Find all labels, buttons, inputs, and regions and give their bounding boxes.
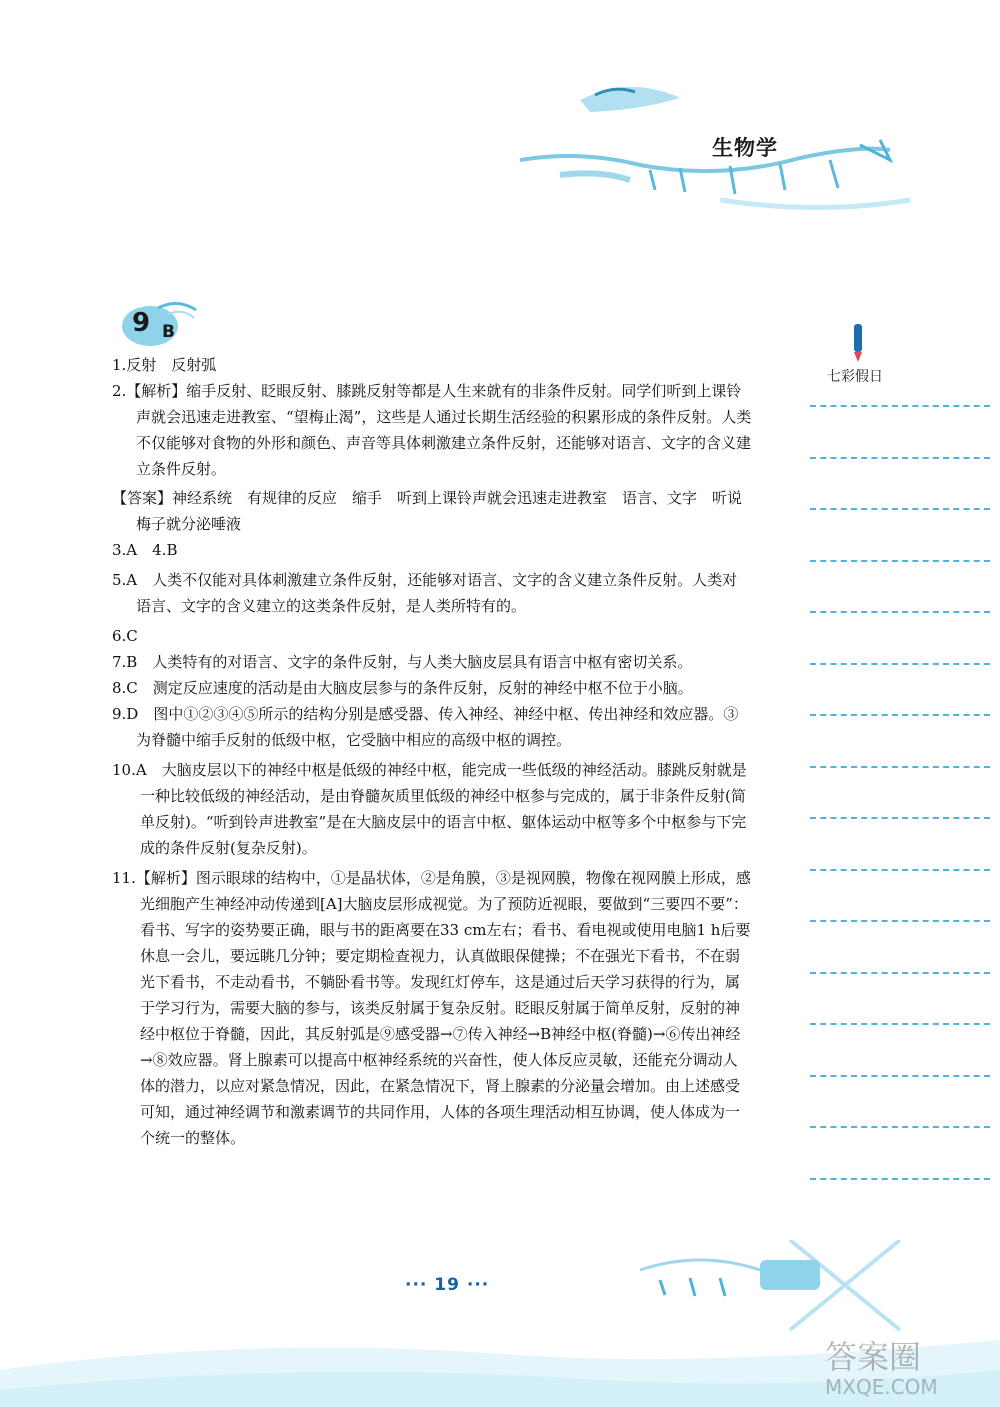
answer-item: 8.C 测定反应速度的活动是由大脑皮层参与的条件反射，反射的神经中枢不位于小脑。 [112,679,693,697]
answer-item: 6.C [112,627,138,645]
note-line [810,869,990,871]
sidebar-label: 七彩假日 [827,369,883,385]
answer-item: 1.反射 反射弧 [112,356,217,374]
subject-title: 生物学 [712,136,778,160]
note-line [810,1126,990,1128]
section-letter: B [162,322,175,342]
watermark-url: MXQE.COM [825,1375,938,1399]
answer-item: 10.A 大脑皮层以下的神经中枢是低级的神经中枢，能完成一些低级的神经活动。膝跳反射就是一种比较低级的神经活动，是由脊髓灰质里低级的神经中枢参与完成的，属于非条件反射(简单反射)。“听到铃声进教室”是在大脑皮层中的语言中枢、躯体运动中枢等多个中枢参与下完成的条件反射(复杂反射)。 [112,761,747,857]
pen-icon [846,322,870,364]
section-number: 9 [132,308,151,338]
note-line [810,972,990,974]
note-line [810,1075,990,1077]
note-line [810,817,990,819]
note-line [810,766,990,768]
answer-item: 9.D 图中①②③④⑤所示的结构分别是感受器、传入神经、神经中枢、传出神经和效应器。③为脊髓中缩手反射的低级中枢，它受脑中相应的高级中枢的调控。 [112,705,739,749]
answer-content [112,352,752,1151]
answer-item: 7.B 人类特有的对语言、文字的条件反射，与人类大脑皮层具有语言中枢有密切关系。 [112,653,693,671]
note-line [810,920,990,922]
watermark-text: 答案圈 [825,1338,922,1376]
answer-item: 【答案】神经系统 有规律的反应 缩手 听到上课铃声就会迅速走进教室 语言、文字 听说梅子就分泌唾液 [112,489,743,533]
answer-item: 2.【解析】缩手反射、眨眼反射、膝跳反射等都是人生来就有的非条件反射。同学们听到上课铃声就会迅速走进教室、“望梅止渴”，这些是人通过长期生活经验的积累形成的条件反射。人类不仅能够对食物的外形和颜色、声音等具体刺激建立条件反射，还能够对语言、文字的含义建立条件反射。 [112,382,752,478]
answer-item: 11.【解析】图示眼球的结构中，①是晶状体，②是角膜，③是视网膜，物像在视网膜上形成，感光细胞产生神经冲动传递到[A]大脑皮层形成视觉。为了预防近视眼，要做到“三要四不要”：看书、写字的姿势要正确，眼与书的距离要在33 cm左右；看书、看电视或使用电脑1 h后要休息一会儿，要远眺几分钟；要定期检查视力，认真做眼保健操；不在强光下看书，不在弱光下看书，不走动看书，不躺卧看书等。发现红灯停车，这是通过后天学习获得的行为，属于学习行为，需要大脑的参与，该类反射属于复杂反射。眨眼反射属于简单反射，反射的神经中枢位于脊髓，因此，其反射弧是⑨感受器→⑦传入神经→B神经中枢(脊髓)→⑥传出神经→⑧效应器。肾上腺素可以提高中枢神经系统的兴奋性，使人体反应灵敏，还能充分调动人体的潜力，以应对紧急情况，因此，在紧急情况下，肾上腺素的分泌量会增加。由上述感受可知，通过神经调节和激素调节的共同作用，人体的各项生理活动相互协调，使人体成为一个统一的整体。 [112,869,751,1147]
note-line [810,714,990,716]
page-number: ··· 19 ··· [405,1275,490,1295]
note-line [810,663,990,665]
note-line [810,611,990,613]
answer-item: 3.A 4.B [112,541,178,559]
header-decoration [520,70,920,260]
note-line [810,1023,990,1025]
note-line [810,560,990,562]
note-line [810,405,990,407]
section-badge [118,298,198,350]
note-lines [810,405,990,1229]
answer-item: 5.A 人类不仅能对具体刺激建立条件反射，还能够对语言、文字的含义建立条件反射。人类对语言、文字的含义建立的这类条件反射，是人类所特有的。 [112,571,738,615]
note-line [810,457,990,459]
watermark [820,1330,990,1400]
note-line [810,1178,990,1180]
note-line [810,508,990,510]
